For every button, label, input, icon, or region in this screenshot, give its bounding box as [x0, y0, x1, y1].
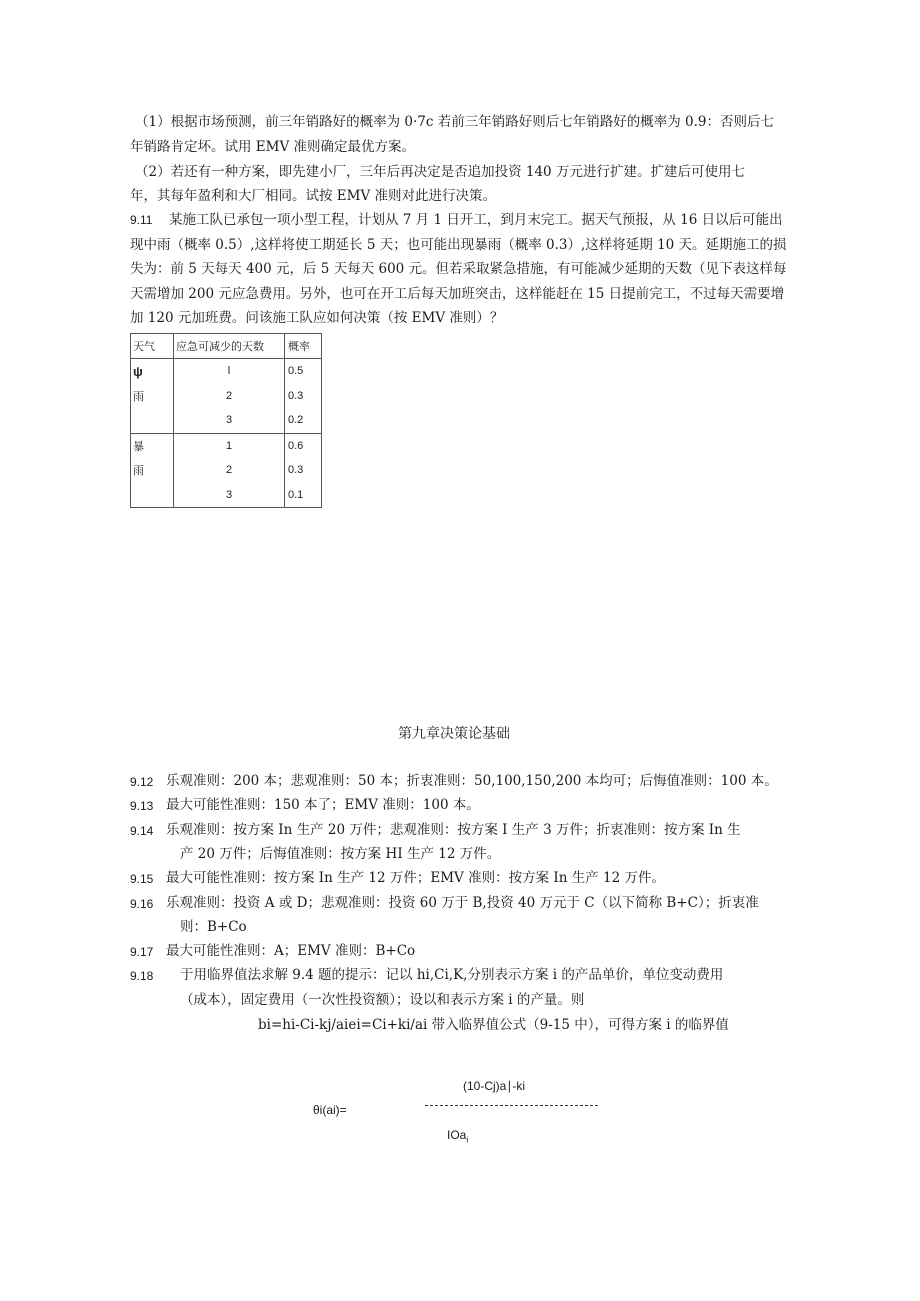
- answer-number: 9.13: [130, 799, 154, 813]
- answer-text: 于用临界值法求解 9.4 题的提示：记以 hi,Ci,K,分别表示方案 i 的产品单价，单位变动费用: [180, 967, 724, 983]
- table-row: [131, 384, 322, 409]
- answer-text: 乐观准则：200 本；悲观准则：50 本；折衷准则：50,100,150,200 本均可；后悔值准则：100 本。: [166, 773, 778, 789]
- formula-denominator: IOa$_i$: [447, 1128, 469, 1145]
- weather-table: [130, 333, 322, 508]
- answer-number: 9.17: [130, 945, 154, 959]
- answer-text-cont: 则：B+Co: [180, 919, 247, 935]
- answer-text: 最大可能性准则：按方案 In 生产 12 万件；EMV 准则：按方案 In 生产 12 万件。: [166, 870, 665, 886]
- probability-cell: 0.2: [285, 408, 322, 433]
- probability-cell: 0.5: [288, 365, 304, 378]
- para2-line1: （2）若还有一种方案，即先建小厂，三年后再决定是否追加投资 140 万元进行扩建。扩建后可使用七: [135, 164, 745, 180]
- days-cell: 2: [174, 458, 285, 483]
- weather-label: 雨: [131, 384, 174, 409]
- header-days: 应急可减少的天数: [174, 334, 285, 359]
- answer-text: 最大可能性准则：150 本了；EMV 准则：100 本。: [166, 797, 480, 813]
- fraction-bar: [425, 1105, 598, 1106]
- table-row: [131, 458, 322, 483]
- problem-line4: 天需增加 200 元应急费用。另外，也可在开工后每天加班突击，这样能赶在 15 日提前完工，不过每天需要增: [130, 286, 785, 302]
- answer-number: 9.18: [130, 969, 154, 983]
- days-cell: l: [174, 359, 285, 384]
- table-row: [131, 359, 322, 384]
- weather-label: ψ: [131, 359, 174, 384]
- probability-cell: 0.6: [288, 439, 304, 452]
- answer-text: 乐观准则：按方案 In 生产 20 万件；悲观准则：按方案 I 生产 3 万件；折衷准则：按方案 In 生: [166, 822, 741, 838]
- problem-line2: 现中雨（概率 0.5）,这样将使工期延长 5 天；也可能出现暴雨（概率 0.3）,这样将延期 10 天。延期施工的损: [130, 237, 787, 253]
- answer-number: 9.14: [130, 824, 154, 838]
- formula-lhs: θi(ai)=: [313, 1103, 347, 1117]
- problem-line5: 加 120 元加班费。问该施工队应如何决策（按 EMV 准则）？: [130, 310, 504, 326]
- weather-label: 雨: [131, 458, 174, 483]
- weather-label: 暴: [131, 433, 174, 458]
- answer-text-cont2: bi=hi-Ci-kj/aiei=Ci+ki/ai 带入临界值公式（9-15 中），可得方案 i 的临界值: [258, 1017, 729, 1033]
- answer-number: 9.15: [130, 872, 154, 886]
- probability-cell: 0.3: [288, 389, 304, 402]
- table-row: [131, 483, 322, 508]
- answer-text: 乐观准则：投资 A 或 D；悲观准则：投资 60 万于 B,投资 40 万元于 C（以下简称 B+C）；折衷准: [166, 895, 759, 911]
- answer-text-cont: 产 20 万件；后悔值准则：按方案 HI 生产 12 万件。: [180, 846, 501, 862]
- answer-number: 9.12: [130, 775, 154, 789]
- answer-number: 9.16: [130, 897, 154, 911]
- problem-number: 9.11: [130, 213, 153, 227]
- para1-line2: 年销路肯定坏。试用 EMV 准则确定最优方案。: [130, 139, 416, 155]
- answer-text: 最大可能性准则：A；EMV 准则：B+Co: [166, 943, 416, 959]
- problem-line3: 失为：前 5 天每天 400 元，后 5 天每天 600 元。但若采取紧急措施，有可能减少延期的天数（见下表这样每: [130, 261, 787, 277]
- table-row: [131, 408, 322, 433]
- formula-numerator: (10-Cj)a∣-ki: [463, 1079, 526, 1093]
- answer-text-cont: （成本），固定费用（一次性投资额）；设以和表示方案 i 的产量。则: [180, 992, 585, 1008]
- days-cell: 1: [174, 433, 285, 458]
- para2-line2: 年，其每年盈利和大厂相同。试按 EMV 准则对此进行决策。: [130, 188, 497, 204]
- probability-cell: 0.3: [288, 464, 304, 477]
- header-probability: 概率: [285, 334, 322, 359]
- probability-cell: 0.1: [288, 488, 304, 501]
- table-row: [131, 433, 322, 458]
- days-cell: 3: [174, 408, 285, 433]
- problem-line1: 某施工队已承包一项小型工程，计划从 7 月 1 日开工，到月末完工。据天气预报，从 16 日以后可能出: [169, 212, 783, 228]
- para1-line1: （1）根据市场预测，前三年销路好的概率为 0·7c 若前三年销路好则后七年销路好的概率为 0.9：否则后七: [135, 114, 774, 130]
- chapter-title: 第九章决策论基础: [398, 726, 510, 742]
- days-cell: 3: [174, 483, 285, 508]
- header-weather: 天气: [131, 334, 174, 359]
- days-cell: 2: [174, 384, 285, 409]
- table-header-row: [131, 334, 322, 359]
